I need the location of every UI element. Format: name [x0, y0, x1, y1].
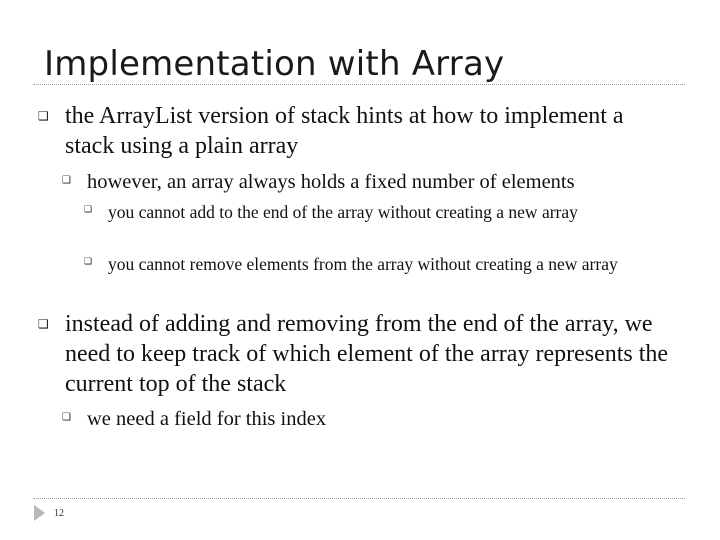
- square-bullet-icon: ❑: [38, 109, 49, 123]
- bullet-text: you cannot remove elements from the array without creating a new array: [108, 254, 618, 274]
- bullet-item-4: [84, 253, 660, 276]
- bullet-item-1: [38, 101, 678, 161]
- square-bullet-icon: ❑: [62, 175, 71, 186]
- bullet-text: the ArrayList version of stack hints at how to implement a stack using a plain array: [65, 103, 624, 159]
- page-number: 12: [54, 508, 64, 519]
- footer-divider: [33, 498, 685, 499]
- bullet-item-5: [38, 309, 678, 399]
- bullet-text: you cannot add to the end of the array without creating a new array: [108, 202, 578, 222]
- page-marker-icon: [34, 505, 45, 521]
- bullet-item-2: [62, 170, 682, 194]
- bullet-item-6: [62, 407, 682, 431]
- bullet-text: we need a field for this index: [87, 408, 327, 430]
- bullet-text: instead of adding and removing from the end of the array, we need to keep track of which element of the array represents the current top of the stack: [65, 311, 669, 397]
- bullet-text: however, an array always holds a fixed number of elements: [87, 171, 575, 193]
- square-bullet-icon: ❑: [84, 257, 93, 267]
- square-bullet-icon: ❑: [38, 317, 49, 331]
- slide-title: Implementation with Array: [44, 44, 505, 84]
- title-divider: [33, 84, 685, 85]
- square-bullet-icon: ❑: [84, 205, 93, 215]
- bullet-item-3: [84, 201, 660, 224]
- square-bullet-icon: ❑: [62, 412, 71, 423]
